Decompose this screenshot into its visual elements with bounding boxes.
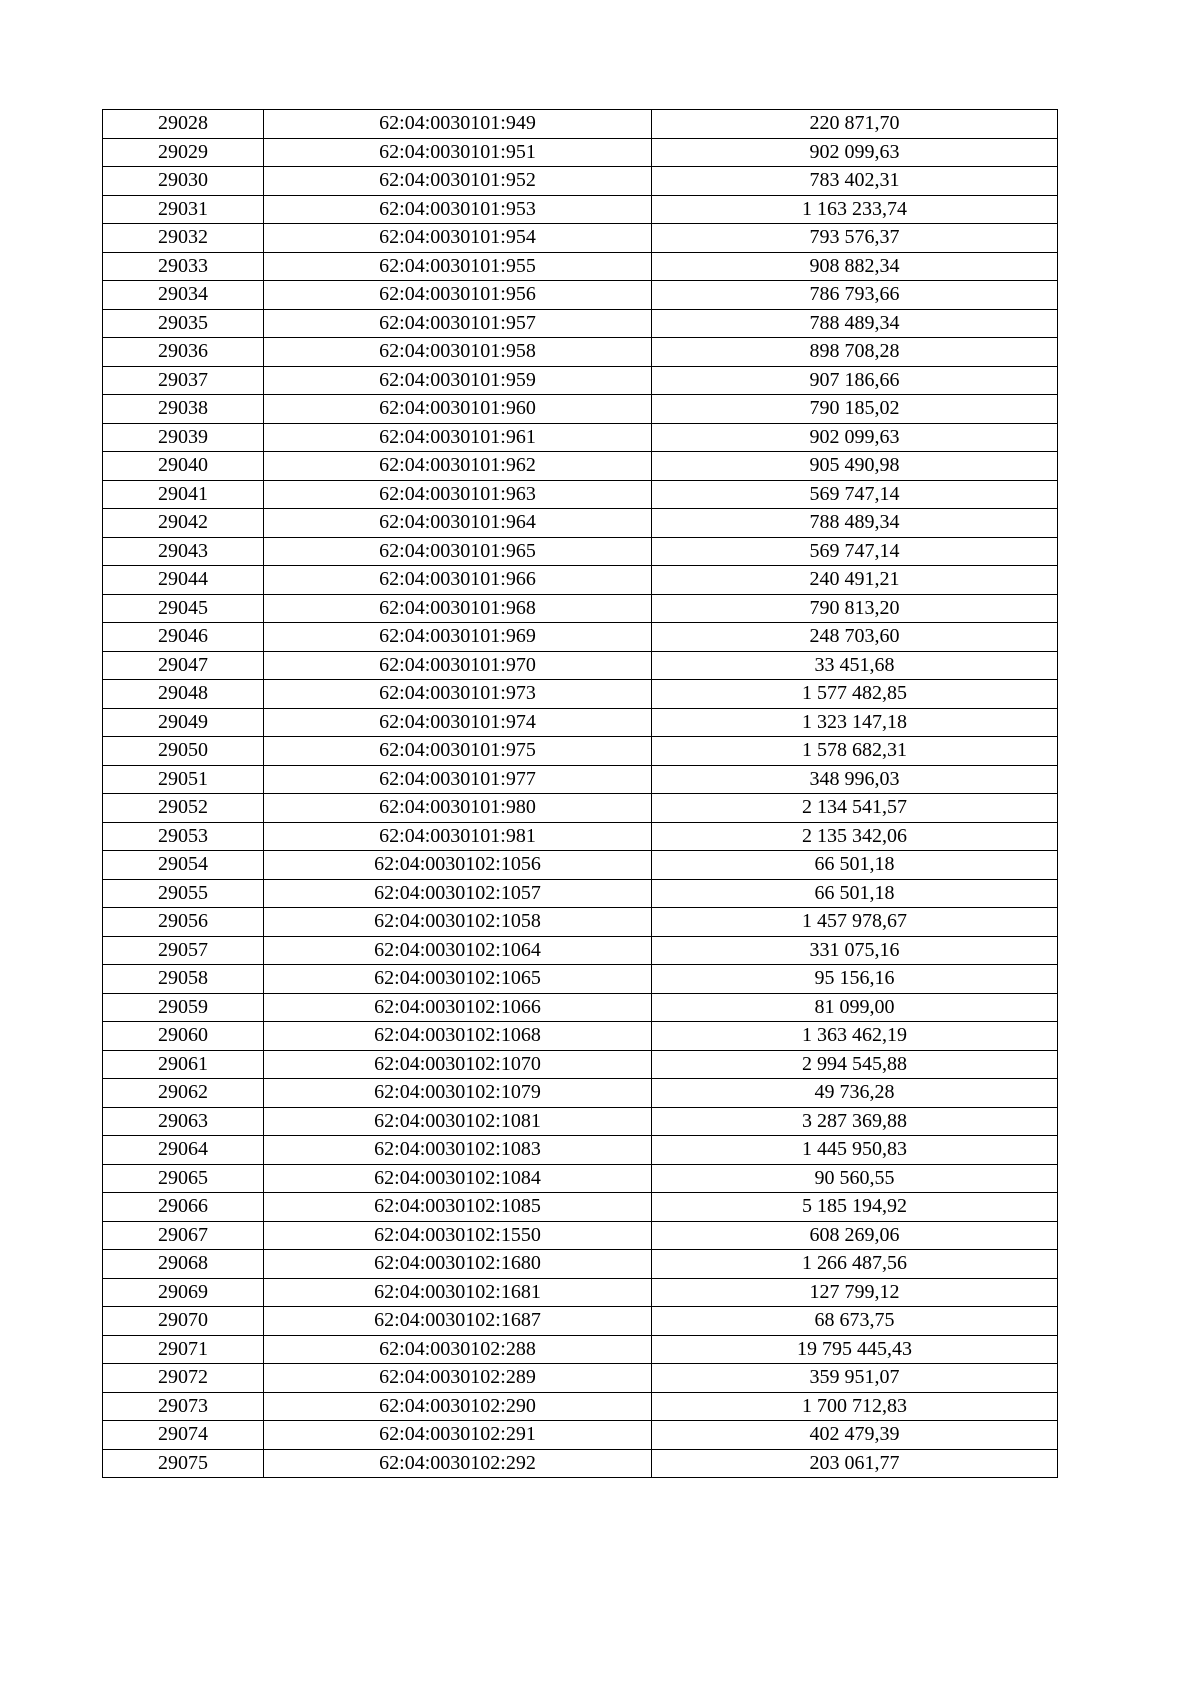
cadastral-value-cell: 898 708,28 (652, 338, 1058, 367)
row-number-cell: 29064 (103, 1136, 264, 1165)
cadastral-number-cell: 62:04:0030101:970 (264, 651, 652, 680)
row-number-cell: 29065 (103, 1164, 264, 1193)
cadastral-value-cell: 1 445 950,83 (652, 1136, 1058, 1165)
cadastral-value-cell: 49 736,28 (652, 1079, 1058, 1108)
row-number-cell: 29062 (103, 1079, 264, 1108)
cadastral-value-cell: 2 994 545,88 (652, 1050, 1058, 1079)
row-number-cell: 29046 (103, 623, 264, 652)
cadastral-value-cell: 1 457 978,67 (652, 908, 1058, 937)
cadastral-number-cell: 62:04:0030101:957 (264, 309, 652, 338)
cadastral-value-cell: 66 501,18 (652, 851, 1058, 880)
cadastral-value-table (102, 109, 1058, 1478)
cadastral-value-cell: 1 363 462,19 (652, 1022, 1058, 1051)
table-row (103, 195, 1058, 224)
table-row (103, 651, 1058, 680)
row-number-cell: 29060 (103, 1022, 264, 1051)
cadastral-number-cell: 62:04:0030101:963 (264, 480, 652, 509)
cadastral-value-cell: 2 134 541,57 (652, 794, 1058, 823)
cadastral-value-cell: 1 577 482,85 (652, 680, 1058, 709)
cadastral-value-cell: 5 185 194,92 (652, 1193, 1058, 1222)
cadastral-value-cell: 33 451,68 (652, 651, 1058, 680)
cadastral-value-cell: 788 489,34 (652, 509, 1058, 538)
cadastral-value-cell: 90 560,55 (652, 1164, 1058, 1193)
row-number-cell: 29073 (103, 1392, 264, 1421)
table-row (103, 623, 1058, 652)
cadastral-number-cell: 62:04:0030102:290 (264, 1392, 652, 1421)
table-row (103, 1421, 1058, 1450)
cadastral-number-cell: 62:04:0030101:954 (264, 224, 652, 253)
cadastral-value-cell: 905 490,98 (652, 452, 1058, 481)
cadastral-number-cell: 62:04:0030101:962 (264, 452, 652, 481)
table-row (103, 1107, 1058, 1136)
row-number-cell: 29074 (103, 1421, 264, 1450)
cadastral-number-cell: 62:04:0030102:1066 (264, 993, 652, 1022)
cadastral-value-cell: 66 501,18 (652, 879, 1058, 908)
cadastral-value-cell: 240 491,21 (652, 566, 1058, 595)
cadastral-number-cell: 62:04:0030102:1070 (264, 1050, 652, 1079)
row-number-cell: 29033 (103, 252, 264, 281)
cadastral-value-cell: 248 703,60 (652, 623, 1058, 652)
row-number-cell: 29041 (103, 480, 264, 509)
row-number-cell: 29056 (103, 908, 264, 937)
table-row (103, 1307, 1058, 1336)
table-row (103, 1022, 1058, 1051)
cadastral-value-cell: 2 135 342,06 (652, 822, 1058, 851)
cadastral-value-cell: 793 576,37 (652, 224, 1058, 253)
table-row (103, 110, 1058, 139)
row-number-cell: 29066 (103, 1193, 264, 1222)
table-row (103, 537, 1058, 566)
cadastral-number-cell: 62:04:0030102:1058 (264, 908, 652, 937)
table-row (103, 1079, 1058, 1108)
row-number-cell: 29035 (103, 309, 264, 338)
cadastral-value-cell: 569 747,14 (652, 537, 1058, 566)
table-row (103, 252, 1058, 281)
table-row (103, 423, 1058, 452)
row-number-cell: 29034 (103, 281, 264, 310)
table-row (103, 765, 1058, 794)
cadastral-value-cell: 783 402,31 (652, 167, 1058, 196)
row-number-cell: 29050 (103, 737, 264, 766)
row-number-cell: 29037 (103, 366, 264, 395)
cadastral-value-cell: 1 323 147,18 (652, 708, 1058, 737)
row-number-cell: 29040 (103, 452, 264, 481)
cadastral-value-cell: 348 996,03 (652, 765, 1058, 794)
table-row (103, 309, 1058, 338)
table-row (103, 1364, 1058, 1393)
row-number-cell: 29075 (103, 1449, 264, 1478)
cadastral-value-cell: 1 700 712,83 (652, 1392, 1058, 1421)
cadastral-number-cell: 62:04:0030102:1064 (264, 936, 652, 965)
cadastral-number-cell: 62:04:0030101:953 (264, 195, 652, 224)
cadastral-value-cell: 902 099,63 (652, 138, 1058, 167)
row-number-cell: 29049 (103, 708, 264, 737)
table-row (103, 281, 1058, 310)
table-row (103, 1250, 1058, 1279)
row-number-cell: 29044 (103, 566, 264, 595)
row-number-cell: 29061 (103, 1050, 264, 1079)
cadastral-number-cell: 62:04:0030102:1084 (264, 1164, 652, 1193)
cadastral-number-cell: 62:04:0030101:968 (264, 594, 652, 623)
table-row (103, 338, 1058, 367)
table-row (103, 737, 1058, 766)
table-row (103, 851, 1058, 880)
row-number-cell: 29053 (103, 822, 264, 851)
row-number-cell: 29028 (103, 110, 264, 139)
table-row (103, 908, 1058, 937)
table-row (103, 936, 1058, 965)
row-number-cell: 29042 (103, 509, 264, 538)
table-row (103, 1335, 1058, 1364)
cadastral-number-cell: 62:04:0030101:966 (264, 566, 652, 595)
table-row (103, 822, 1058, 851)
cadastral-value-cell: 331 075,16 (652, 936, 1058, 965)
table-row (103, 680, 1058, 709)
cadastral-value-cell: 907 186,66 (652, 366, 1058, 395)
cadastral-number-cell: 62:04:0030101:974 (264, 708, 652, 737)
cadastral-number-cell: 62:04:0030102:1687 (264, 1307, 652, 1336)
row-number-cell: 29051 (103, 765, 264, 794)
cadastral-value-cell: 1 266 487,56 (652, 1250, 1058, 1279)
cadastral-value-cell: 81 099,00 (652, 993, 1058, 1022)
table-row (103, 1449, 1058, 1478)
row-number-cell: 29063 (103, 1107, 264, 1136)
cadastral-number-cell: 62:04:0030102:1081 (264, 1107, 652, 1136)
cadastral-number-cell: 62:04:0030102:1550 (264, 1221, 652, 1250)
cadastral-number-cell: 62:04:0030102:1681 (264, 1278, 652, 1307)
cadastral-number-cell: 62:04:0030102:289 (264, 1364, 652, 1393)
row-number-cell: 29032 (103, 224, 264, 253)
cadastral-value-cell: 790 813,20 (652, 594, 1058, 623)
row-number-cell: 29029 (103, 138, 264, 167)
cadastral-number-cell: 62:04:0030102:1085 (264, 1193, 652, 1222)
cadastral-number-cell: 62:04:0030101:965 (264, 537, 652, 566)
cadastral-value-cell: 68 673,75 (652, 1307, 1058, 1336)
row-number-cell: 29036 (103, 338, 264, 367)
row-number-cell: 29054 (103, 851, 264, 880)
cadastral-number-cell: 62:04:0030102:1680 (264, 1250, 652, 1279)
table-row (103, 366, 1058, 395)
cadastral-number-cell: 62:04:0030102:291 (264, 1421, 652, 1450)
row-number-cell: 29039 (103, 423, 264, 452)
cadastral-value-cell: 608 269,06 (652, 1221, 1058, 1250)
cadastral-number-cell: 62:04:0030101:958 (264, 338, 652, 367)
table-row (103, 1050, 1058, 1079)
table-row (103, 794, 1058, 823)
cadastral-value-cell: 1 578 682,31 (652, 737, 1058, 766)
table-row (103, 594, 1058, 623)
row-number-cell: 29055 (103, 879, 264, 908)
table-body (103, 110, 1058, 1478)
table-row (103, 1392, 1058, 1421)
cadastral-number-cell: 62:04:0030102:1068 (264, 1022, 652, 1051)
row-number-cell: 29059 (103, 993, 264, 1022)
row-number-cell: 29071 (103, 1335, 264, 1364)
cadastral-number-cell: 62:04:0030101:959 (264, 366, 652, 395)
row-number-cell: 29070 (103, 1307, 264, 1336)
cadastral-number-cell: 62:04:0030101:949 (264, 110, 652, 139)
table-row (103, 1221, 1058, 1250)
cadastral-number-cell: 62:04:0030101:964 (264, 509, 652, 538)
cadastral-number-cell: 62:04:0030102:1057 (264, 879, 652, 908)
row-number-cell: 29057 (103, 936, 264, 965)
cadastral-value-cell: 402 479,39 (652, 1421, 1058, 1450)
cadastral-number-cell: 62:04:0030102:288 (264, 1335, 652, 1364)
table-row (103, 566, 1058, 595)
table-row (103, 395, 1058, 424)
cadastral-number-cell: 62:04:0030101:951 (264, 138, 652, 167)
row-number-cell: 29030 (103, 167, 264, 196)
cadastral-value-cell: 790 185,02 (652, 395, 1058, 424)
cadastral-number-cell: 62:04:0030101:960 (264, 395, 652, 424)
cadastral-number-cell: 62:04:0030102:1056 (264, 851, 652, 880)
row-number-cell: 29048 (103, 680, 264, 709)
cadastral-value-cell: 786 793,66 (652, 281, 1058, 310)
cadastral-value-cell: 95 156,16 (652, 965, 1058, 994)
cadastral-number-cell: 62:04:0030101:955 (264, 252, 652, 281)
cadastral-number-cell: 62:04:0030102:1065 (264, 965, 652, 994)
cadastral-number-cell: 62:04:0030101:977 (264, 765, 652, 794)
row-number-cell: 29068 (103, 1250, 264, 1279)
table-row (103, 965, 1058, 994)
cadastral-number-cell: 62:04:0030101:969 (264, 623, 652, 652)
row-number-cell: 29038 (103, 395, 264, 424)
cadastral-value-cell: 1 163 233,74 (652, 195, 1058, 224)
cadastral-value-cell: 3 287 369,88 (652, 1107, 1058, 1136)
cadastral-value-cell: 908 882,34 (652, 252, 1058, 281)
cadastral-number-cell: 62:04:0030101:956 (264, 281, 652, 310)
table-row (103, 1164, 1058, 1193)
cadastral-number-cell: 62:04:0030102:1079 (264, 1079, 652, 1108)
cadastral-value-cell: 788 489,34 (652, 309, 1058, 338)
table-row (103, 1136, 1058, 1165)
cadastral-number-cell: 62:04:0030101:973 (264, 680, 652, 709)
row-number-cell: 29069 (103, 1278, 264, 1307)
cadastral-number-cell: 62:04:0030102:292 (264, 1449, 652, 1478)
cadastral-number-cell: 62:04:0030101:961 (264, 423, 652, 452)
table-row (103, 452, 1058, 481)
row-number-cell: 29067 (103, 1221, 264, 1250)
cadastral-value-cell: 569 747,14 (652, 480, 1058, 509)
table-row (103, 224, 1058, 253)
table-row (103, 509, 1058, 538)
cadastral-number-cell: 62:04:0030101:975 (264, 737, 652, 766)
cadastral-number-cell: 62:04:0030101:981 (264, 822, 652, 851)
table-row (103, 879, 1058, 908)
table-row (103, 708, 1058, 737)
row-number-cell: 29047 (103, 651, 264, 680)
cadastral-value-cell: 902 099,63 (652, 423, 1058, 452)
row-number-cell: 29045 (103, 594, 264, 623)
cadastral-number-cell: 62:04:0030101:952 (264, 167, 652, 196)
cadastral-value-cell: 19 795 445,43 (652, 1335, 1058, 1364)
table-row (103, 138, 1058, 167)
table-row (103, 1193, 1058, 1222)
cadastral-value-cell: 359 951,07 (652, 1364, 1058, 1393)
table-row (103, 167, 1058, 196)
row-number-cell: 29072 (103, 1364, 264, 1393)
table-row (103, 1278, 1058, 1307)
cadastral-number-cell: 62:04:0030101:980 (264, 794, 652, 823)
cadastral-number-cell: 62:04:0030102:1083 (264, 1136, 652, 1165)
row-number-cell: 29052 (103, 794, 264, 823)
row-number-cell: 29031 (103, 195, 264, 224)
row-number-cell: 29058 (103, 965, 264, 994)
table-row (103, 480, 1058, 509)
cadastral-value-cell: 220 871,70 (652, 110, 1058, 139)
table-row (103, 993, 1058, 1022)
cadastral-value-cell: 203 061,77 (652, 1449, 1058, 1478)
cadastral-value-cell: 127 799,12 (652, 1278, 1058, 1307)
row-number-cell: 29043 (103, 537, 264, 566)
